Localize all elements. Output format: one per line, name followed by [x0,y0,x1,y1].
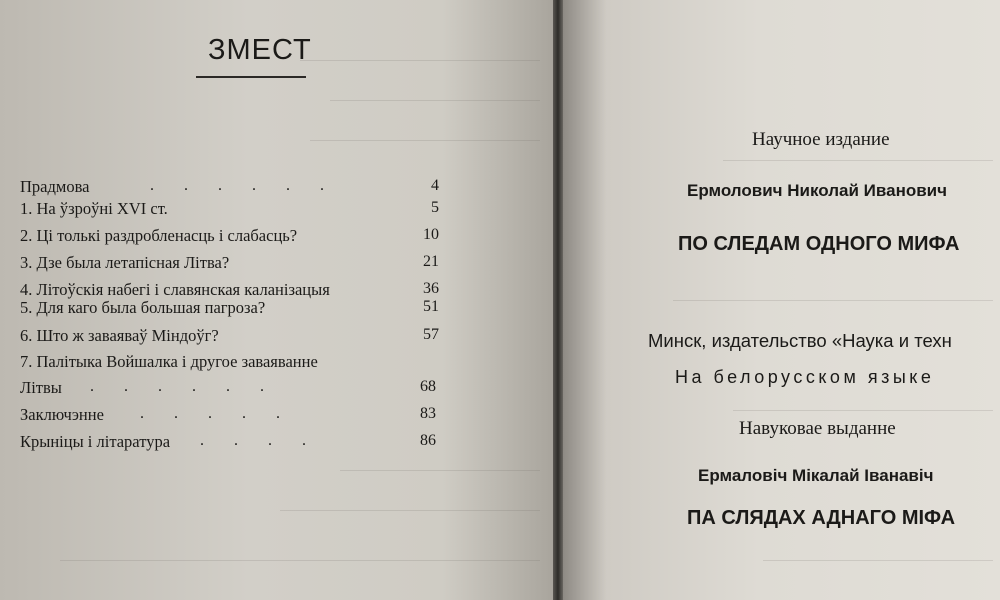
toc-entry-leader: . . . . . . [90,378,277,395]
toc-entry-page: 10 [423,226,439,243]
toc-entry-title: 3. Дзе была летапісная Літва? [20,253,230,272]
toc-entry-title: Прадмова [20,177,90,196]
imprint-author-by: Ермаловіч Мікалай Іванавіч [698,466,934,485]
toc-entry-page: 51 [423,298,439,315]
toc-entry-leader: . . . . [200,432,319,449]
toc-title-underline [196,76,306,78]
toc-entry-title: 7. Палітыка Войшалка і другое заваяванне [20,352,318,371]
toc-entry-title: 6. Што ж заваяваў Міндоўг? [20,326,219,345]
toc-entry-page: 5 [431,199,439,216]
toc-entry-page: 4 [431,177,439,194]
toc-entry-title: Крыніцы і літаратура [20,432,171,451]
imprint-edition-type-ru: Научное издание [752,129,890,150]
toc-entry-title: 4. Літоўскія набегі і славянская каланізацыя [20,280,330,299]
imprint-language-ru: На белорусском языке [675,367,935,387]
imprint-title-by: ПА СЛЯДАХ АДНАГО МІФА [687,507,956,529]
imprint-edition-type-by: Навуковае выданне [739,418,896,439]
toc-entry-leader: . . . . . [140,405,293,422]
toc-entry-page: 68 [420,378,436,395]
right-page [563,0,1000,600]
toc-entry-page: 21 [423,253,439,270]
toc-title: ЗМЕСТ [208,34,312,66]
book-gutter [553,0,563,600]
toc-entry-page: 86 [420,432,436,449]
imprint-publisher-ru: Минск, издательство «Наука и техн [648,330,952,351]
toc-entry-page: 36 [423,280,439,297]
toc-entry-title: Заключэнне [20,405,104,424]
toc-entry-page: 57 [423,326,439,343]
toc-entry-title: Літвы [20,378,62,397]
toc-entry-title: 2. Ці толькі раздробленасць і слабасць? [20,226,298,245]
imprint-author-ru: Ермолович Николай Иванович [687,181,947,200]
toc-entry-leader: . . . . . . [150,177,337,194]
toc-entry-page: 83 [420,405,436,422]
imprint-title-ru: ПО СЛЕДАМ ОДНОГО МИФА [678,233,960,255]
toc-entry-title: 1. На ўзроўні XVI ст. [20,199,168,218]
toc-entry-title: 5. Для каго была большая пагроза? [20,298,266,317]
